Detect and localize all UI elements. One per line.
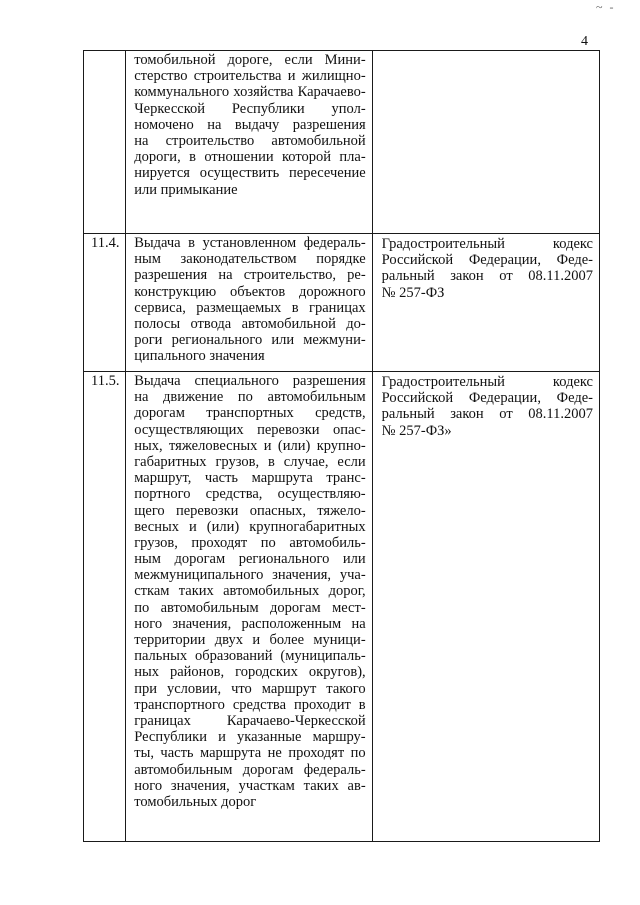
text-line: Российской Федерации, Феде-: [381, 390, 593, 407]
text-line: разрешения на строительство, ре-: [134, 267, 366, 284]
text-line: ных, тяжеловесных и (или) крупно-: [134, 437, 366, 454]
row-number-cell: [84, 372, 126, 842]
table-row: [84, 372, 600, 842]
text-line: ральный закон от 08.11.2007: [381, 268, 593, 285]
text-line: щего перевозки опасных, тяжело-: [134, 502, 366, 519]
text-line: осуществляющих перевозки опас-: [134, 421, 366, 438]
text-line: Республики и указанные маршру-: [134, 729, 366, 746]
text-line: Выдача специального разрешения: [134, 373, 366, 389]
text-line: Выдача в установленном федераль-: [134, 235, 366, 251]
text-line: роги регионального или межмуни-: [134, 332, 366, 349]
text-line: при условии, что маршрут такого: [134, 680, 366, 697]
text-line: коммунального хозяйства Карачаево-: [134, 84, 366, 101]
text-line: ципального значения: [134, 348, 265, 365]
service-description: [126, 51, 371, 200]
text-line: стерство строительства и жилищно-: [134, 68, 366, 85]
text-line: ного значения, участкам таких ав-: [134, 777, 366, 794]
table-row: [84, 234, 600, 372]
text-line: полосы отвода автомобильной до-: [134, 315, 366, 332]
row-number-cell: [84, 234, 126, 372]
text-line: томобильной дороге, если Мини-: [134, 52, 366, 68]
text-line: на строительство автомобильной: [134, 132, 366, 149]
text-line: грузов, проходят по автомобиль-: [134, 534, 366, 551]
text-line: сервиса, размещаемых в границах: [134, 299, 366, 316]
row-number: 11.5.: [91, 373, 120, 389]
text-line: Градостроительный кодекс: [381, 236, 593, 252]
text-line: нируется осуществить пересечение: [134, 165, 366, 182]
service-description-cell: [126, 51, 372, 234]
row-number-cell: [84, 51, 126, 234]
page-number: 4: [581, 34, 588, 49]
text-line: ным законодательством порядке: [134, 251, 366, 268]
row-number: [84, 51, 125, 52]
text-line: портного средства, осуществляю-: [134, 486, 366, 503]
text-line: конструкцию объектов дорожного: [134, 283, 366, 300]
text-line: дороги, в отношении которой пла-: [134, 149, 366, 166]
text-line: автомобильным дорогам федераль-: [134, 761, 366, 778]
legal-basis: [373, 372, 599, 439]
text-line: маршрут, часть маршрута транс-: [134, 470, 366, 487]
table-row: [84, 51, 600, 234]
text-line: дорогам транспортных средств,: [134, 405, 366, 422]
row-number: 11.4.: [91, 235, 120, 251]
text-line: габаритных грузов, в случае, если: [134, 453, 366, 470]
text-line: территории двух и более муници-: [134, 632, 366, 648]
text-line: Черкесской Республики упол-: [134, 100, 366, 117]
text-line: пальных образований (муниципаль-: [134, 648, 366, 665]
text-line: или примыкание: [134, 181, 238, 198]
text-line: по автомобильным дорогам мест-: [134, 599, 366, 616]
text-line: № 257-ФЗ»: [381, 422, 452, 439]
service-description: [126, 372, 371, 812]
legal-basis-cell: [372, 234, 599, 372]
text-line: № 257-ФЗ: [381, 284, 445, 301]
legal-basis: [373, 234, 599, 301]
service-description-cell: [126, 234, 372, 372]
text-line: ты, часть маршрута не проходят по: [134, 745, 366, 762]
text-line: весных и (или) крупногабаритных: [134, 518, 366, 535]
service-description-cell: [126, 372, 372, 842]
text-line: томобильных дорог: [134, 793, 257, 810]
text-line: Российской Федерации, Феде-: [381, 252, 593, 269]
text-line: границах Карачаево-Черкесской: [134, 712, 366, 729]
text-line: транспортного средства проходит в: [134, 696, 366, 713]
legal-basis-cell: [372, 372, 599, 842]
legal-basis-cell: [372, 51, 599, 234]
corner-mark: ~ -: [596, 0, 616, 14]
text-line: ральный закон от 08.11.2007: [381, 406, 593, 423]
service-description: [126, 234, 371, 367]
text-line: сткам таких автомобильных дорог,: [134, 583, 366, 600]
text-line: на движение по автомобильным: [134, 389, 366, 406]
text-line: ных районов, городских округов),: [134, 664, 366, 681]
text-line: ным дорогам регионального или: [134, 551, 366, 568]
text-line: Градостроительный кодекс: [381, 374, 593, 390]
document-table: [83, 50, 600, 842]
text-line: межмуниципального значения, уча-: [134, 567, 366, 584]
legal-basis: [373, 51, 599, 53]
text-line: ного значения, расположенным на: [134, 615, 366, 632]
text-line: номочено на выдачу разрешения: [134, 116, 366, 133]
